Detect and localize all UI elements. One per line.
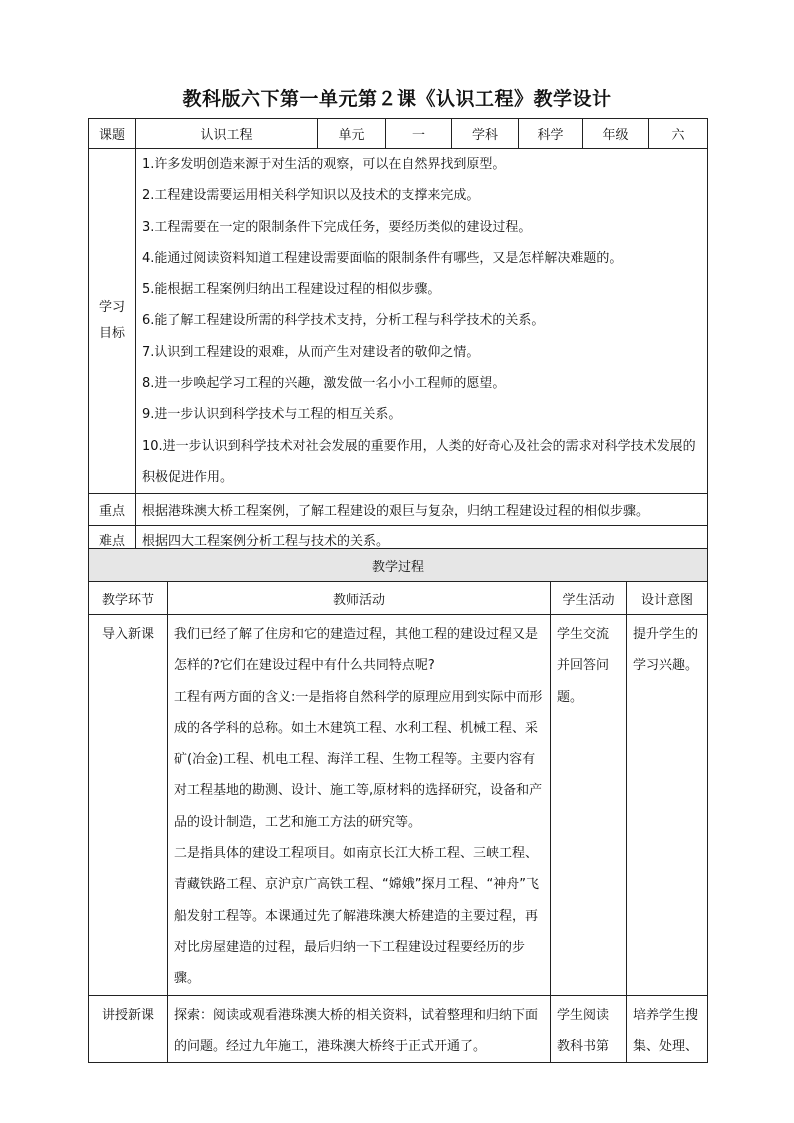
- student-activity: 学生阅读教科书第: [551, 995, 627, 1063]
- teacher-paragraph: 探索：阅读或观看港珠澳大桥的相关资料，试着整理和归纳下面的问题。经过九年施工，港珠澳大桥终于正式开通了。: [174, 1007, 539, 1054]
- stage-cell: 讲授新课: [89, 995, 168, 1063]
- goals-label: [89, 149, 136, 494]
- unit-value: 一: [386, 119, 452, 149]
- goal-item: 3.工程需要在一定的限制条件下完成任务，要经历类似的建设过程。: [142, 219, 532, 235]
- course-value: 认识工程: [136, 119, 318, 149]
- course-label: 课题: [89, 119, 136, 149]
- header-teacher: 教师活动: [168, 582, 551, 615]
- goal-item: 8.进一步唤起学习工程的兴趣，激发做一名小小工程师的愿望。: [142, 376, 506, 392]
- goals-label-line1: 学习: [98, 300, 125, 316]
- goal-item: 7.认识到工程建设的艰难，从而产生对建设者的敬仰之情。: [142, 344, 480, 360]
- header-intent: 设计意图: [627, 582, 708, 615]
- goals-label-line2: 目标: [98, 326, 125, 342]
- goal-item: 4.能通过阅读资料知道工程建设需要面临的限制条件有哪些，又是怎样解决难题的。: [142, 250, 623, 266]
- teacher-paragraph: 工程有两方面的含义:一是指将自然科学的原理应用到实际中而形成的各学科的总称。如土木建筑工程、水利工程、机械工程、采矿(冶金)工程、机电工程、海洋工程、生物工程等。主要内容有对工程基地的勘测、设计、施工等,原材料的选择研究，设备和产品的设计制造，工艺和施工方法的研究等。: [174, 689, 543, 830]
- goal-item: 1.许多发明创造来源于对生活的观察，可以在自然界找到原型。: [142, 157, 506, 172]
- difficult-point-label: 难点: [89, 526, 136, 553]
- subject-value: 科学: [519, 119, 583, 149]
- process-heading: 教学过程: [89, 549, 708, 582]
- goal-item: 9.进一步认识到科学技术与工程的相互关系。: [142, 407, 402, 423]
- design-intent: 提升学生的学习兴趣。: [627, 615, 708, 996]
- grade-value: 六: [649, 119, 708, 149]
- info-table: [88, 118, 708, 553]
- header-student: 学生活动: [551, 582, 627, 615]
- subject-label: 学科: [452, 119, 519, 149]
- teacher-activity: [168, 615, 551, 996]
- goal-item: 6.能了解工程建设所需的科学技术支持，分析工程与科学技术的关系。: [142, 313, 545, 329]
- key-point-label: 重点: [89, 494, 136, 526]
- teacher-activity: [168, 995, 551, 1063]
- grade-label: 年级: [583, 119, 649, 149]
- student-activity: 学生交流并回答问题。: [551, 615, 627, 996]
- header-stage: 教学环节: [89, 582, 168, 615]
- key-point-text: 根据港珠澳大桥工程案例，了解工程建设的艰巨与复杂，归纳工程建设过程的相似步骤。: [136, 494, 708, 526]
- teacher-paragraph: 我们已经了解了住房和它的建造过程，其他工程的建设过程又是怎样的?它们在建设过程中有什么共同特点呢?: [174, 627, 539, 674]
- teacher-paragraph: 二是指具体的建设工程项目。如南京长江大桥工程、三峡工程、青藏铁路工程、京沪京广高铁工程、“嫦娥”探月工程、“神舟”飞船发射工程等。本课通过先了解港珠澳大桥建造的主要过程，再对比房屋建造的过程，最后归纳一下工程建设过程要经历的步骤。: [174, 846, 539, 987]
- goal-item: 5.能根据工程案例归纳出工程建设过程的相似步骤。: [142, 282, 441, 298]
- process-table: [88, 548, 708, 1063]
- page-title: 教科版六下第一单元第２课《认识工程》教学设计: [182, 88, 612, 110]
- design-intent: 培养学生搜集、处理、: [627, 995, 708, 1063]
- unit-label: 单元: [318, 119, 386, 149]
- goal-item: 10.进一步认识到科学技术对社会发展的重要作用，人类的好奇心及社会的需求对科学技术发展的积极促进作用。: [142, 438, 696, 485]
- difficult-point-text: 根据四大工程案例分析工程与技术的关系。: [136, 526, 708, 553]
- goals-list: [136, 149, 708, 494]
- stage-cell: 导入新课: [89, 615, 168, 996]
- goal-item: 2.工程建设需要运用相关科学知识以及技术的支撑来完成。: [142, 188, 480, 204]
